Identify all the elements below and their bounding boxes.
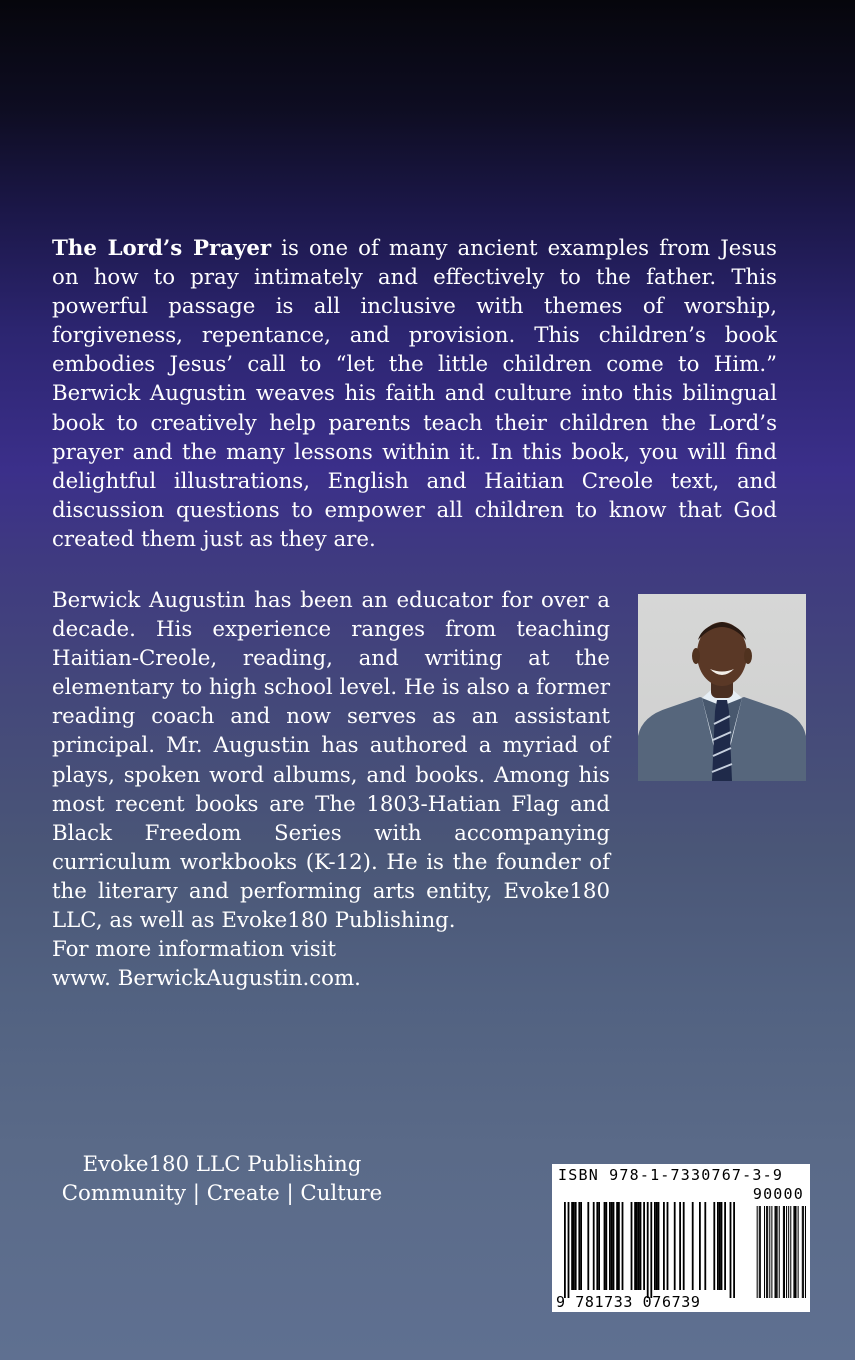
addon-bar (777, 1206, 778, 1298)
barcode-bar (605, 1202, 607, 1290)
barcode-bar (658, 1202, 660, 1290)
addon-bar (766, 1206, 767, 1298)
left-ear (692, 648, 700, 664)
barcode-bar (730, 1202, 732, 1298)
publisher-name: Evoke180 LLC Publishing (82, 1152, 362, 1177)
barcode-bar (568, 1202, 570, 1298)
barcode-bar (724, 1202, 726, 1290)
addon-bar (779, 1206, 780, 1298)
barcode-bar (587, 1202, 589, 1290)
barcode-bar (613, 1202, 615, 1290)
barcode-bar (650, 1202, 652, 1298)
barcode-bar (656, 1202, 658, 1290)
barcode-bar (638, 1202, 640, 1290)
barcode-bars (552, 1164, 810, 1312)
barcode-bar (564, 1202, 566, 1298)
author-bio (52, 586, 610, 993)
addon-bar (803, 1206, 804, 1298)
barcode-bar (634, 1202, 636, 1290)
barcode-bar (573, 1202, 575, 1290)
addon-bar (769, 1206, 770, 1298)
author-website-link[interactable]: www. BerwickAugustin.com. (52, 966, 361, 992)
isbn-barcode (552, 1164, 810, 1312)
barcode-bar (598, 1202, 600, 1290)
addon-bar (794, 1206, 795, 1298)
barcode-bar (616, 1202, 618, 1290)
barcode-bar (622, 1202, 624, 1290)
barcode-bar (667, 1202, 669, 1290)
barcode-bar (640, 1202, 642, 1290)
barcode-bar (578, 1202, 580, 1290)
addon-bar (790, 1206, 791, 1298)
addon-bar (759, 1206, 760, 1298)
barcode-bar (733, 1202, 735, 1298)
barcode-bar (643, 1202, 645, 1290)
addon-bar (805, 1206, 806, 1298)
addon-bar (784, 1206, 785, 1298)
barcode-bar (580, 1202, 582, 1290)
barcode-bar (663, 1202, 665, 1290)
publisher-tagline: Community | Create | Culture (61, 1181, 383, 1206)
addon-bar (757, 1206, 758, 1298)
barcode-bar (654, 1202, 656, 1290)
barcode-bar (575, 1202, 577, 1290)
author-bio-text: Berwick Augustin has been an educator for over a decade. His experience ranges from teaching Haitian-Creole, reading, and writing at the elementary to high school level. He is also a former reading coach and now serves as an assistant principal. Mr. Augustin has authored a myriad of plays, spoken word albums, and books. Among his most recent books are The 1803-Hatian Flag and Black Freedom Series with accompanying curriculum workbooks (K-12). He is the founder of the literary and performing arts entity, Evoke180 LLC, as well as Evoke180 Publishing. (52, 588, 610, 934)
barcode-bar (683, 1202, 685, 1290)
isbn-label: ISBN 978-1-7330767-3-9 (558, 1166, 784, 1184)
addon-bar (771, 1206, 772, 1298)
barcode-bar (717, 1202, 719, 1290)
addon-bar (775, 1206, 776, 1298)
addon-bar (793, 1206, 794, 1298)
barcode-bar (571, 1202, 573, 1290)
barcode-bar (721, 1202, 723, 1290)
addon-bar (767, 1206, 768, 1298)
addon-bar (796, 1206, 797, 1298)
author-portrait-illustration (638, 594, 806, 781)
author-photo (638, 594, 806, 781)
barcode-bar (636, 1202, 638, 1290)
barcode-bar (699, 1202, 701, 1290)
barcode-bar (596, 1202, 598, 1290)
addon-bar (788, 1206, 789, 1298)
barcode-bar (609, 1202, 611, 1290)
addon-bar (798, 1206, 799, 1298)
addon-bar (802, 1206, 803, 1298)
more-info-text: For more information visit (52, 937, 337, 963)
barcode-bar (674, 1202, 676, 1290)
addon-bar (783, 1206, 784, 1298)
addon-bar (764, 1206, 765, 1298)
barcode-bar (618, 1202, 620, 1290)
barcode-bar (604, 1202, 606, 1290)
barcode-digits: 9 781733 076739 (556, 1293, 701, 1311)
barcode-bar (647, 1202, 649, 1298)
barcode-bar (679, 1202, 681, 1290)
book-description (52, 234, 777, 554)
barcode-bar (631, 1202, 633, 1290)
right-ear (744, 648, 752, 664)
barcode-addon-label: 90000 (752, 1185, 804, 1203)
addon-bar (776, 1206, 777, 1298)
barcode-bar (593, 1202, 595, 1290)
publisher-block (52, 1150, 392, 1208)
book-title-lead: The Lord’s Prayer (52, 236, 272, 261)
barcode-bar (704, 1202, 706, 1290)
barcode-bar (719, 1202, 721, 1290)
description-body: is one of many ancient examples from Jesus on how to pray intimately and effectively to the father. This powerful passage is all inclusive with themes of worship, forgiveness, repentance, and provision. This children’s book embodies Jesus’ call to “let the little children come to Him.” Berwick Augustin weaves his faith and culture into this bilingual book to creatively help parents teach their children the Lord’s prayer and the many lessons within it. In this book, you will find delightful illustrations, English and Haitian Creole text, and discussion questions to empower all children to know that God created them just as they are. (52, 236, 777, 552)
barcode-bar (713, 1202, 715, 1290)
addon-bar (760, 1206, 761, 1298)
barcode-bar (692, 1202, 694, 1290)
addon-bar (786, 1206, 787, 1298)
barcode-bar (611, 1202, 613, 1290)
